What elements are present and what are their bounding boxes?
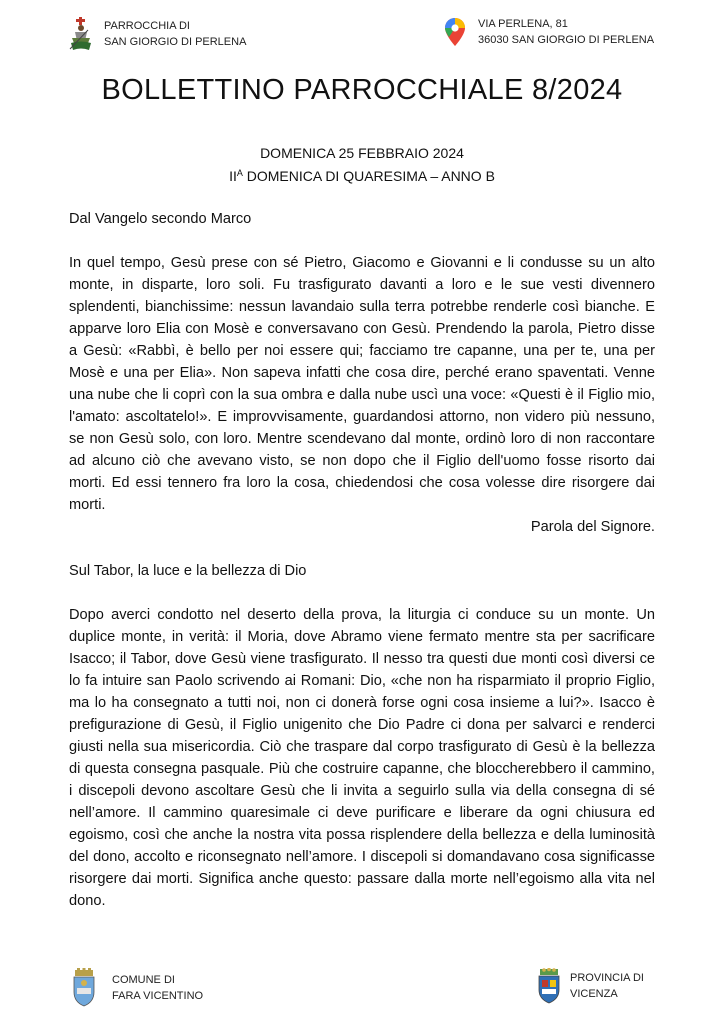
- comune-block: [72, 968, 203, 1008]
- page-footer: [0, 968, 724, 1012]
- sunday-ordinal-sup: A: [236, 168, 243, 178]
- reflection-heading: Sul Tabor, la luce e la bellezza di Dio: [69, 563, 307, 579]
- provincia-line-2: VICENZA: [570, 988, 618, 1000]
- date-line: DOMENICA 25 FEBBRAIO 2024: [260, 145, 464, 161]
- gospel-text: In quel tempo, Gesù prese con sé Pietro, Giacomo e Giovanni e li condusse su un alto monte, in disparte, loro soli. Fu trasfigurato davanti a loro e le sue vesti divennero splendenti, bianchissime: nessun lavandaio sulla terra potrebbe renderle così bianche. E apparve loro Elia con Mosè e conversavano con Gesù. Prendendo la parola, Pietro disse a Gesù: «Rabbì, è bello per noi essere qui; facciamo tre capanne, una per te, una per Mosè e una per Elia». Non sapeva infatti che cosa dire, perché erano spaventati. Venne una nube che li coprì con la sua ombra e dalla nube uscì una voce: «Questi è il Figlio mio, l'amato: ascoltatelo!». E improvvisamente, guardandosi attorno, non videro più nessuno, se non Gesù solo, con loro. Mentre scendevano dal monte, ordinò loro di non raccontare ad alcuno ciò che avevano visto, se non dopo che il Figlio dell'uomo fosse risorto dai morti. Ed essi tennero fra loro la cosa, chiedendosi che cosa volesse dire risorgere dai morti.: [69, 255, 655, 513]
- address-block: [444, 16, 654, 48]
- map-pin-icon: [444, 17, 466, 47]
- provincia-block: [538, 968, 644, 1004]
- page-header: [0, 16, 724, 56]
- reflection-text: Dopo averci condotto nel deserto della prova, la liturgia ci conduce su un monte. Un duplice monte, in verità: il Moria, dove Abramo viene fermato mentre sta per sacrificare Isacco; il Tabor, dove Gesù viene trasfigurato. Il nesso tra questi due monti così diversi ce lo fa intuire san Paolo scrivendo ai Romani: Dio, «che non ha risparmiato il proprio Figlio, ma lo ha consegnato a tutti noi, non ci donerà forse ogni cosa insieme a lui?». Isacco è prefigurazione di Gesù, il Figlio unigenito che Dio Padre ci dona per salvarci e renderci giusti nella sua misericordia. Ciò che traspare dal corpo trasfigurato di Gesù è la bellezza di questa consegna pasquale. Più che costruire capanne, che bloccherebbero il cammino, i discepoli devono ascoltare Gesù che li invita a seguirlo sulla via della consegna di sé nell’amore. Il cammino quaresimale ci deve purificare e liberare da ogni chiusura ed egoismo, così che anche la nostra vita possa risplendere della bellezza e della luminosità del dono, accolto e riconsegnato nell’amore. I discepoli si domandavano cosa significasse risorgere dai morti. Significa anche questo: passare dalla morte nell’egoismo alla vita nel dono.: [69, 607, 655, 909]
- date-block: [0, 143, 724, 186]
- address-line-2: 36030 SAN GIORGIO DI PERLENA: [478, 34, 655, 46]
- parish-block: [68, 16, 246, 52]
- gospel-heading: Dal Vangelo secondo Marco: [69, 211, 252, 227]
- comune-line-2: FARA VICENTINO: [112, 990, 204, 1002]
- comune-crest-icon: [72, 968, 96, 1008]
- address-line-1: VIA PERLENA, 81: [478, 18, 568, 30]
- sunday-line: [0, 163, 724, 186]
- parish-line-2: SAN GIORGIO DI PERLENA: [104, 36, 247, 48]
- provincia-line-1: PROVINCIA DI: [570, 972, 644, 984]
- sunday-ordinal: II: [229, 168, 237, 184]
- sunday-description: DOMENICA DI QUARESIMA – ANNO B: [242, 168, 495, 184]
- bulletin-content: [69, 208, 655, 912]
- provincia-crest-icon: [538, 968, 560, 1004]
- gospel-closing: Parola del Signore.: [530, 519, 655, 535]
- bulletin-title: BOLLETTINO PARROCCHIALE 8/2024: [101, 74, 623, 106]
- st-george-dragon-icon: [68, 16, 94, 52]
- parish-line-1: PARROCCHIA DI: [104, 20, 190, 32]
- comune-line-1: COMUNE DI: [112, 974, 175, 986]
